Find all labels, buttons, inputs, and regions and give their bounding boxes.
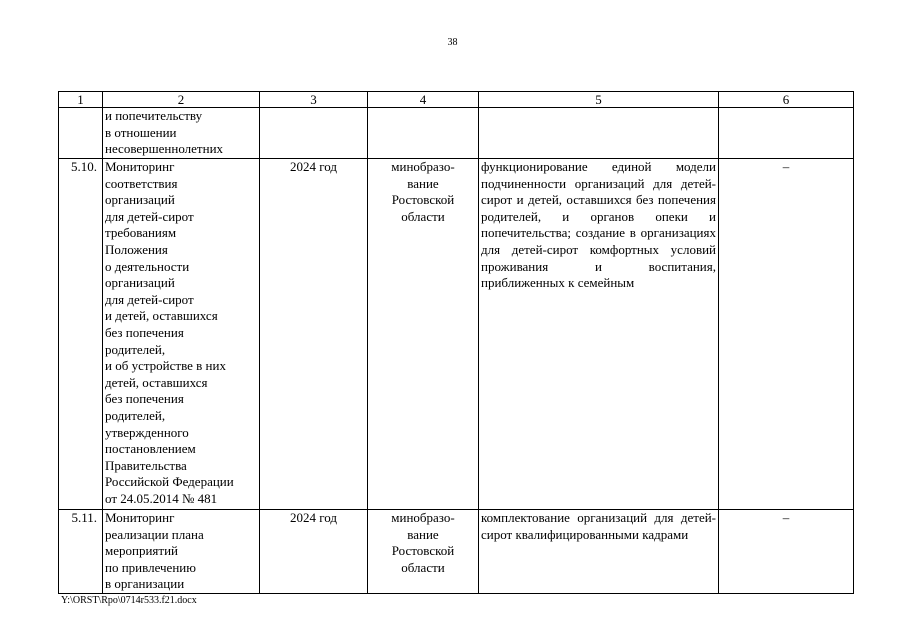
cell-result: комплектование организаций для детей-сирот квалифицированными кадрами: [479, 510, 719, 594]
cell-deadline: [260, 108, 368, 159]
footer-file-path: Y:\ORST\Rpo\0714r533.f21.docx: [61, 595, 197, 606]
title-line: мероприятий: [105, 543, 178, 559]
column-header: 6: [719, 92, 854, 108]
cell-result: [479, 108, 719, 159]
responsible-line: минобразо-: [391, 159, 455, 174]
column-header: 5: [479, 92, 719, 108]
title-line: по привлечению: [105, 559, 196, 575]
cell-note: [719, 108, 854, 159]
table-row-5-11: [59, 510, 854, 594]
column-header: 2: [103, 92, 260, 108]
title-line: и попечительству: [105, 108, 203, 123]
cell-note: –: [719, 159, 854, 510]
title-line: организаций: [105, 192, 175, 208]
cell-title: [103, 510, 260, 594]
responsible-line: Ростовской: [391, 192, 455, 208]
title-line: реализации плана: [105, 526, 204, 542]
cell-number: 5.10.: [59, 159, 103, 510]
title-line: и детей, оставшихся: [105, 308, 218, 324]
title-line: Мониторинг: [105, 159, 175, 174]
title-line: утвержденного: [105, 424, 189, 440]
title-line: и об устройстве в них: [105, 358, 226, 374]
title-line: для детей-сирот: [105, 291, 194, 307]
title-line: без попечения: [105, 324, 184, 340]
cell-deadline: 2024 год: [260, 510, 368, 594]
cell-number: 5.11.: [59, 510, 103, 594]
title-line: Положения: [105, 241, 168, 257]
title-line: соответствия: [105, 175, 178, 191]
title-line: Правительства: [105, 457, 187, 473]
title-line: родителей,: [105, 407, 166, 423]
table-row-continuation: [59, 108, 854, 159]
measures-table: [58, 91, 854, 594]
responsible-line: области: [401, 208, 445, 224]
table-row-5-10: [59, 159, 854, 510]
cell-responsible: [368, 510, 479, 594]
page-number: 38: [447, 37, 458, 48]
title-line: Российской Федерации: [105, 474, 234, 490]
responsible-line: вание: [407, 526, 439, 542]
cell-title: [103, 108, 260, 159]
cell-deadline: 2024 год: [260, 159, 368, 510]
responsible-line: Ростовской: [391, 543, 455, 559]
cell-title: [103, 159, 260, 510]
cell-responsible: [368, 159, 479, 510]
column-header: 1: [59, 92, 103, 108]
table-header-row: [59, 92, 854, 108]
title-line: организаций: [105, 275, 175, 291]
cell-note: –: [719, 510, 854, 594]
title-line: в организации: [105, 576, 185, 592]
cell-number: [59, 108, 103, 159]
title-line: в отношении: [105, 124, 177, 140]
title-line: для детей-сирот: [105, 208, 194, 224]
title-line: детей, оставшихся: [105, 374, 208, 390]
responsible-line: области: [401, 559, 445, 575]
column-header: 3: [260, 92, 368, 108]
responsible-line: вание: [407, 175, 439, 191]
title-line: Мониторинг: [105, 510, 175, 525]
responsible-line: минобразо-: [391, 510, 455, 525]
title-line: о деятельности: [105, 258, 190, 274]
title-line: несовершеннолетних: [105, 141, 224, 157]
title-line: требованиям: [105, 225, 177, 241]
title-line: от 24.05.2014 № 481: [105, 490, 218, 506]
column-header: 4: [368, 92, 479, 108]
cell-responsible: [368, 108, 479, 159]
title-line: постановлением: [105, 441, 196, 457]
title-line: без попечения: [105, 391, 184, 407]
title-line: родителей,: [105, 341, 166, 357]
cell-result: функционирование единой модели подчиненности организаций для детей-сирот и детей, оставшихся без попечения родителей, и органов опеки и попечительства; создание в организациях для детей-сирот комфортных условий проживания и воспитания, приближенных к семейным: [479, 159, 719, 510]
